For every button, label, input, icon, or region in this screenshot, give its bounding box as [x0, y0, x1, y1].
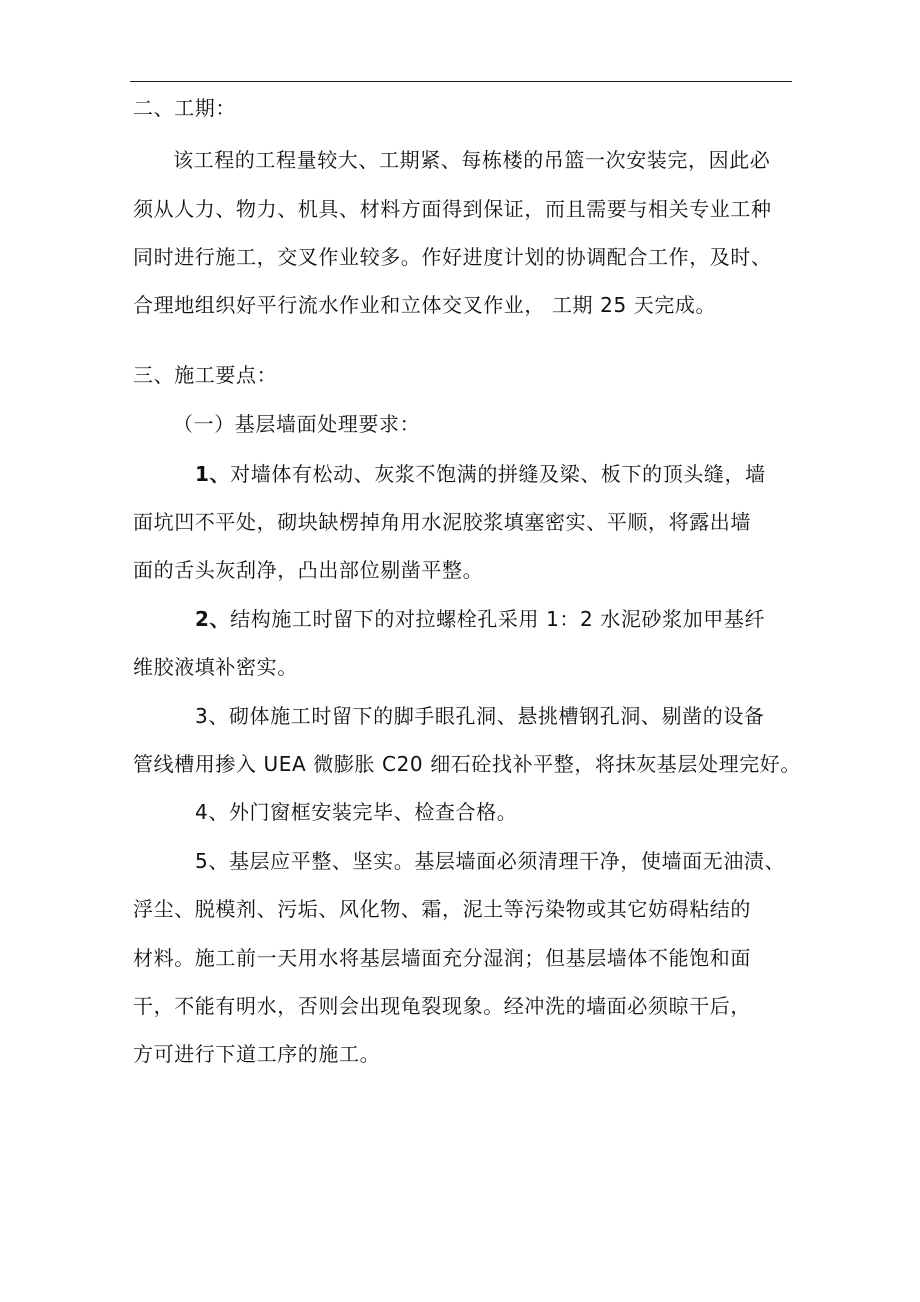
paragraph-line: 面坑凹不平处，砌块缺楞掉角用水泥胶浆填塞密实、平顺，将露出墙: [133, 510, 751, 534]
paragraph-line: 维胶液填补密实。: [133, 655, 298, 679]
item-number: 3、: [195, 704, 229, 728]
list-item-5: [195, 849, 785, 873]
paragraph-line: 干，不能有明水，否则会出现龟裂现象。经冲洗的墙面必须晾干后，: [133, 994, 751, 1018]
item-text: 外门窗框安装完毕、检查合格。: [228, 800, 518, 824]
paragraph-line: 该工程的工程量较大、工期紧、每栋楼的吊篮一次安装完，因此必: [173, 148, 771, 172]
item-text: 基层应平整、坚实。基层墙面必须清理干净，使墙面无油渍、: [228, 849, 786, 873]
list-item-1: [195, 462, 766, 486]
list-item-2: [195, 607, 765, 631]
paragraph-line: 须从人力、物力、机具、材料方面得到保证，而且需要与相关专业工种: [133, 197, 772, 221]
item-number: 4、: [195, 800, 229, 824]
paragraph-line: 方可进行下道工序的施工。: [133, 1042, 381, 1066]
item-text: 砌体施工时留下的脚手眼孔洞、悬挑槽钢孔洞、剔凿的设备: [228, 704, 765, 728]
paragraph-line: 合理地组织好平行流水作业和立体交叉作业， 工期 25 天完成。: [133, 293, 717, 317]
item-text: 对墙体有松动、灰浆不饱满的拼缝及梁、板下的顶头缝，墙: [230, 462, 766, 486]
subheading-base-wall: （一）基层墙面处理要求：: [173, 412, 421, 436]
header-rule: [130, 81, 792, 82]
list-item-3: [195, 704, 765, 728]
item-number: 5、: [195, 849, 229, 873]
section-heading-key-points: 三、施工要点：: [133, 363, 278, 387]
paragraph-line: 面的舌头灰刮净，凸出部位剔凿平整。: [133, 558, 484, 582]
item-number: 1、: [195, 462, 231, 486]
paragraph-line: 管线槽用掺入 UEA 微膨胀 C20 细石砼找补平整，将抹灰基层处理完好。: [133, 752, 801, 776]
item-text: 结构施工时留下的对拉螺栓孔采用 1：2 水泥砂浆加甲基纤: [230, 607, 766, 631]
section-heading-schedule: 二、工期：: [133, 96, 236, 120]
list-item-4: [195, 800, 517, 824]
item-number: 2、: [195, 607, 231, 631]
paragraph-line: 材料。施工前一天用水将基层墙面充分湿润；但基层墙体不能饱和面: [133, 946, 751, 970]
paragraph-line: 浮尘、脱模剂、污垢、风化物、霜，泥土等污染物或其它妨碍粘结的: [133, 897, 751, 921]
paragraph-line: 同时进行施工，交叉作业较多。作好进度计划的协调配合工作，及时、: [133, 245, 772, 269]
